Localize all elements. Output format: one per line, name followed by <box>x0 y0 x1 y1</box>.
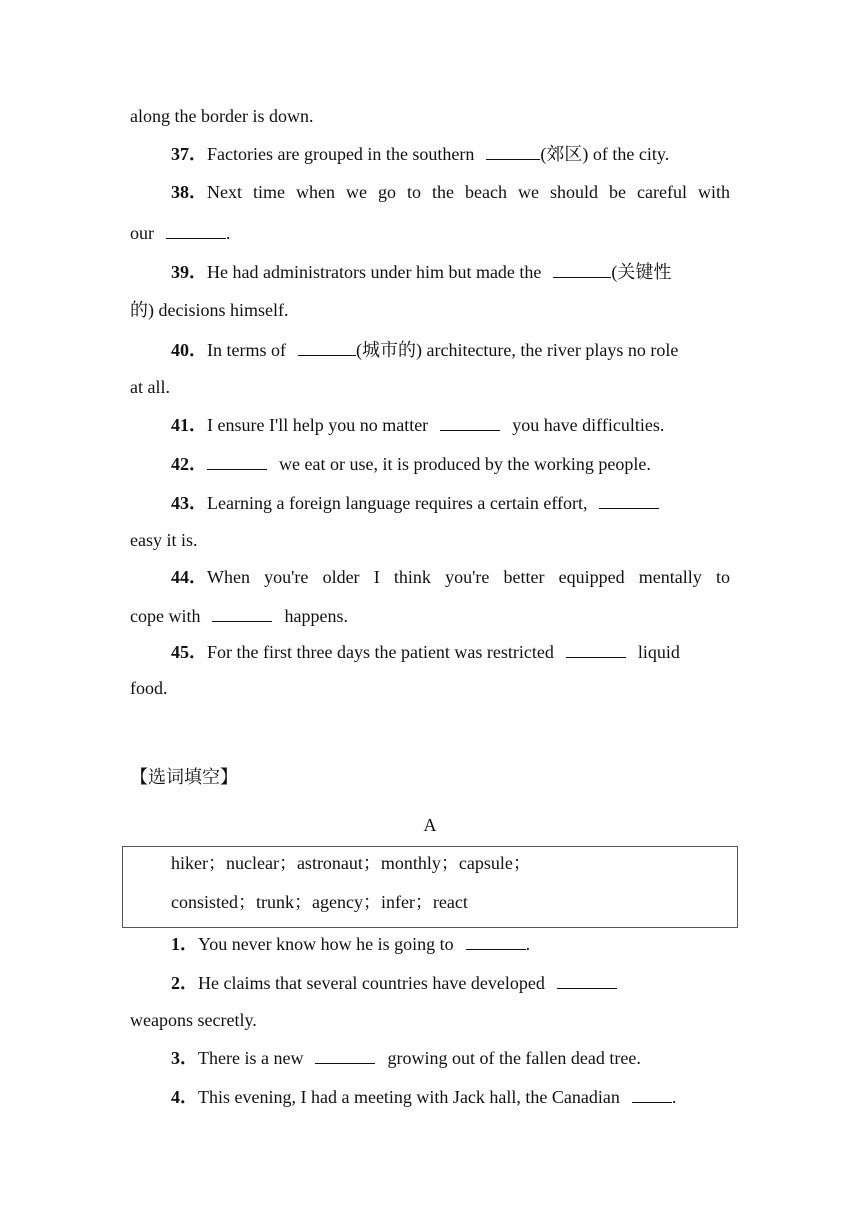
answer-blank[interactable] <box>566 640 626 658</box>
answer-blank[interactable] <box>466 932 526 950</box>
question-38-line1 <box>171 181 730 203</box>
answer-blank[interactable] <box>315 1046 375 1064</box>
part-label: A <box>423 815 437 835</box>
question-number: 3． <box>171 1048 198 1068</box>
word-bank-row: hiker；nuclear；astronaut；monthly；capsule； <box>171 853 531 873</box>
question-number: 1． <box>171 934 198 954</box>
question-text: . <box>671 1087 677 1107</box>
question-text: (郊区) of the city. <box>540 144 670 164</box>
word: mentally <box>638 567 702 587</box>
word-bank <box>122 846 738 928</box>
word: go <box>378 182 396 202</box>
word: equipped <box>558 567 625 587</box>
section-title: 【选词填空】 <box>130 767 238 788</box>
word: Next <box>207 182 242 202</box>
question-37 <box>171 142 669 165</box>
question-number: 42． <box>171 454 207 474</box>
question-text: you have difficulties. <box>512 415 665 435</box>
word: the <box>432 182 455 202</box>
question-text: . <box>525 934 531 954</box>
word: be <box>609 182 626 202</box>
word: should <box>549 182 598 202</box>
word: to <box>407 182 422 202</box>
question-43-line2: easy it is. <box>130 530 198 550</box>
word: I <box>373 567 380 587</box>
question-number: 43． <box>171 493 207 513</box>
question-text: . <box>226 223 231 243</box>
question-number: 39． <box>171 262 207 282</box>
question-number: 45． <box>171 642 207 662</box>
answer-blank[interactable] <box>212 604 272 622</box>
question-text: we eat or use, it is produced by the working people. <box>279 454 651 474</box>
question-text: He had administrators under him but made the <box>207 262 542 282</box>
question-42 <box>171 452 651 475</box>
word: think <box>393 567 431 587</box>
fill-question-2-line2: weapons secretly. <box>130 1010 257 1030</box>
question-39-line2: 的) decisions himself. <box>130 300 289 320</box>
question-text: He claims that several countries have developed <box>198 973 545 993</box>
question-text: Learning a foreign language requires a certain effort, <box>207 493 588 513</box>
word: better <box>503 567 545 587</box>
fill-question-4 <box>171 1085 676 1108</box>
word-bank-row: consisted；trunk；agency；infer；react <box>171 892 468 912</box>
answer-blank[interactable] <box>207 452 267 470</box>
question-number: 40． <box>171 340 207 360</box>
question-text: growing out of the fallen dead tree. <box>387 1048 641 1068</box>
question-45 <box>171 640 680 663</box>
question-number: 4． <box>171 1087 198 1107</box>
fill-question-3 <box>171 1046 641 1069</box>
word: careful <box>637 182 687 202</box>
question-40 <box>171 338 678 361</box>
question-number: 37． <box>171 144 207 164</box>
question-number: 44． <box>171 567 207 587</box>
fill-question-2 <box>171 971 617 994</box>
continuation-text: along the border is down. <box>130 106 314 126</box>
question-text: (城市的) architecture, the river plays no role <box>355 340 679 360</box>
question-text: cope with <box>130 606 201 626</box>
question-number: 2． <box>171 973 198 993</box>
question-44-line1 <box>171 566 730 588</box>
answer-blank[interactable] <box>632 1085 672 1103</box>
question-number: 41． <box>171 415 207 435</box>
question-text: I ensure I'll help you no matter <box>207 415 429 435</box>
fill-question-1 <box>171 932 530 955</box>
word: When <box>207 567 250 587</box>
word: we <box>346 182 367 202</box>
question-text: happens. <box>284 606 348 626</box>
word: time <box>253 182 285 202</box>
question-38-line2 <box>130 221 231 244</box>
word: beach <box>465 182 507 202</box>
question-text: our <box>130 223 154 243</box>
question-text: For the first three days the patient was restricted <box>207 642 554 662</box>
question-40-line2: at all. <box>130 377 170 397</box>
answer-blank[interactable] <box>557 971 617 989</box>
word: when <box>296 182 335 202</box>
answer-blank[interactable] <box>440 413 500 431</box>
answer-blank[interactable] <box>166 221 226 239</box>
answer-blank[interactable] <box>599 491 659 509</box>
word: you're <box>264 567 309 587</box>
word: to <box>715 567 730 587</box>
word: older <box>322 567 360 587</box>
question-text: There is a new <box>198 1048 304 1068</box>
question-text: Factories are grouped in the southern <box>207 144 475 164</box>
question-text: This evening, I had a meeting with Jack hall, the Canadian <box>198 1087 620 1107</box>
question-text: liquid <box>637 642 680 662</box>
question-number: 38． <box>171 182 207 202</box>
question-41 <box>171 413 664 436</box>
word: with <box>697 182 730 202</box>
answer-blank[interactable] <box>298 338 356 356</box>
answer-blank[interactable] <box>553 260 611 278</box>
question-45-line2: food. <box>130 678 168 698</box>
answer-blank[interactable] <box>486 142 540 160</box>
word: we <box>517 182 539 202</box>
question-44-line2 <box>130 604 348 627</box>
question-39 <box>171 260 671 283</box>
question-text: You never know how he is going to <box>198 934 454 954</box>
question-43 <box>171 491 659 514</box>
question-text: (关键性 <box>611 262 672 282</box>
question-text: In terms of <box>207 340 286 360</box>
word: you're <box>445 567 490 587</box>
